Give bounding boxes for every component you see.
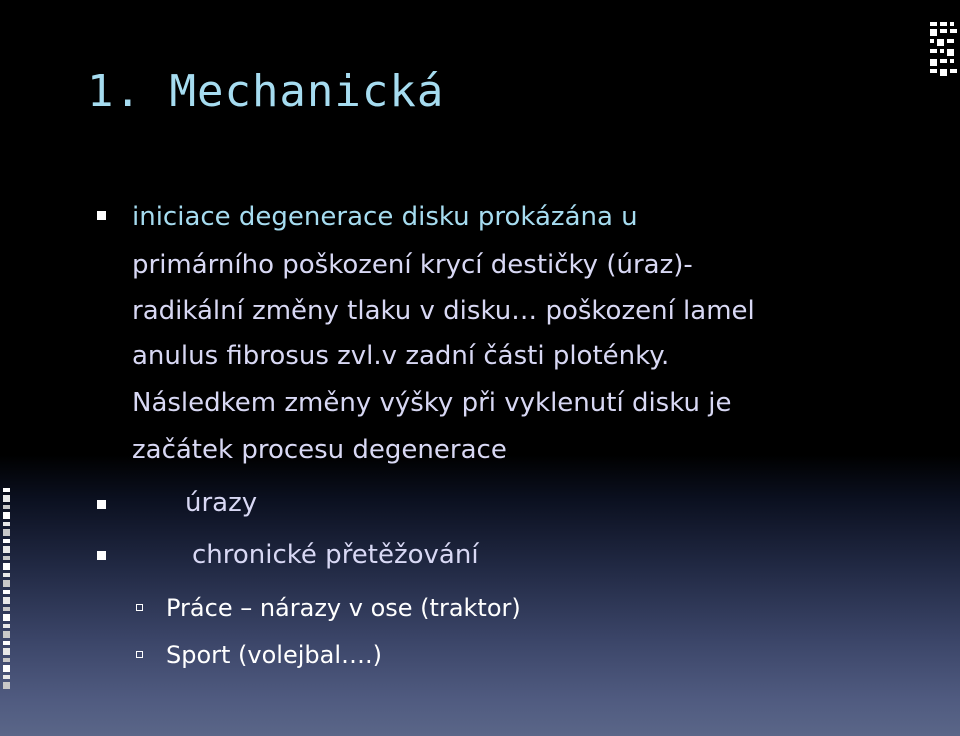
paragraph-line: Následkem změny výšky při vyklenutí disku je xyxy=(132,388,732,418)
paragraph-line: primárního poškození krycí destičky (úraz)- xyxy=(132,250,693,280)
hollow-bullet-icon xyxy=(136,651,143,658)
corner-decoration xyxy=(930,22,957,76)
paragraph-line: začátek procesu degenerace xyxy=(132,435,507,465)
paragraph-line: iniciace degenerace disku prokázána u xyxy=(132,202,638,232)
slide-title: 1. Mechanická xyxy=(87,66,445,117)
bullet-item: chronické přetěžování xyxy=(192,540,479,570)
sub-bullet-item: Sport (volejbal….) xyxy=(166,641,383,669)
paragraph-line: radikální změny tlaku v disku… poškození lamel xyxy=(132,296,755,326)
side-decoration xyxy=(3,488,10,689)
sub-bullet-item: Práce – nárazy v ose (traktor) xyxy=(166,594,521,622)
bullet-square-icon xyxy=(97,211,106,220)
bullet-item: úrazy xyxy=(185,488,258,518)
hollow-bullet-icon xyxy=(136,604,143,611)
bullet-square-icon xyxy=(97,551,106,560)
bullet-square-icon xyxy=(97,500,106,509)
paragraph-line: anulus fibrosus zvl.v zadní části ploténky. xyxy=(132,341,670,371)
